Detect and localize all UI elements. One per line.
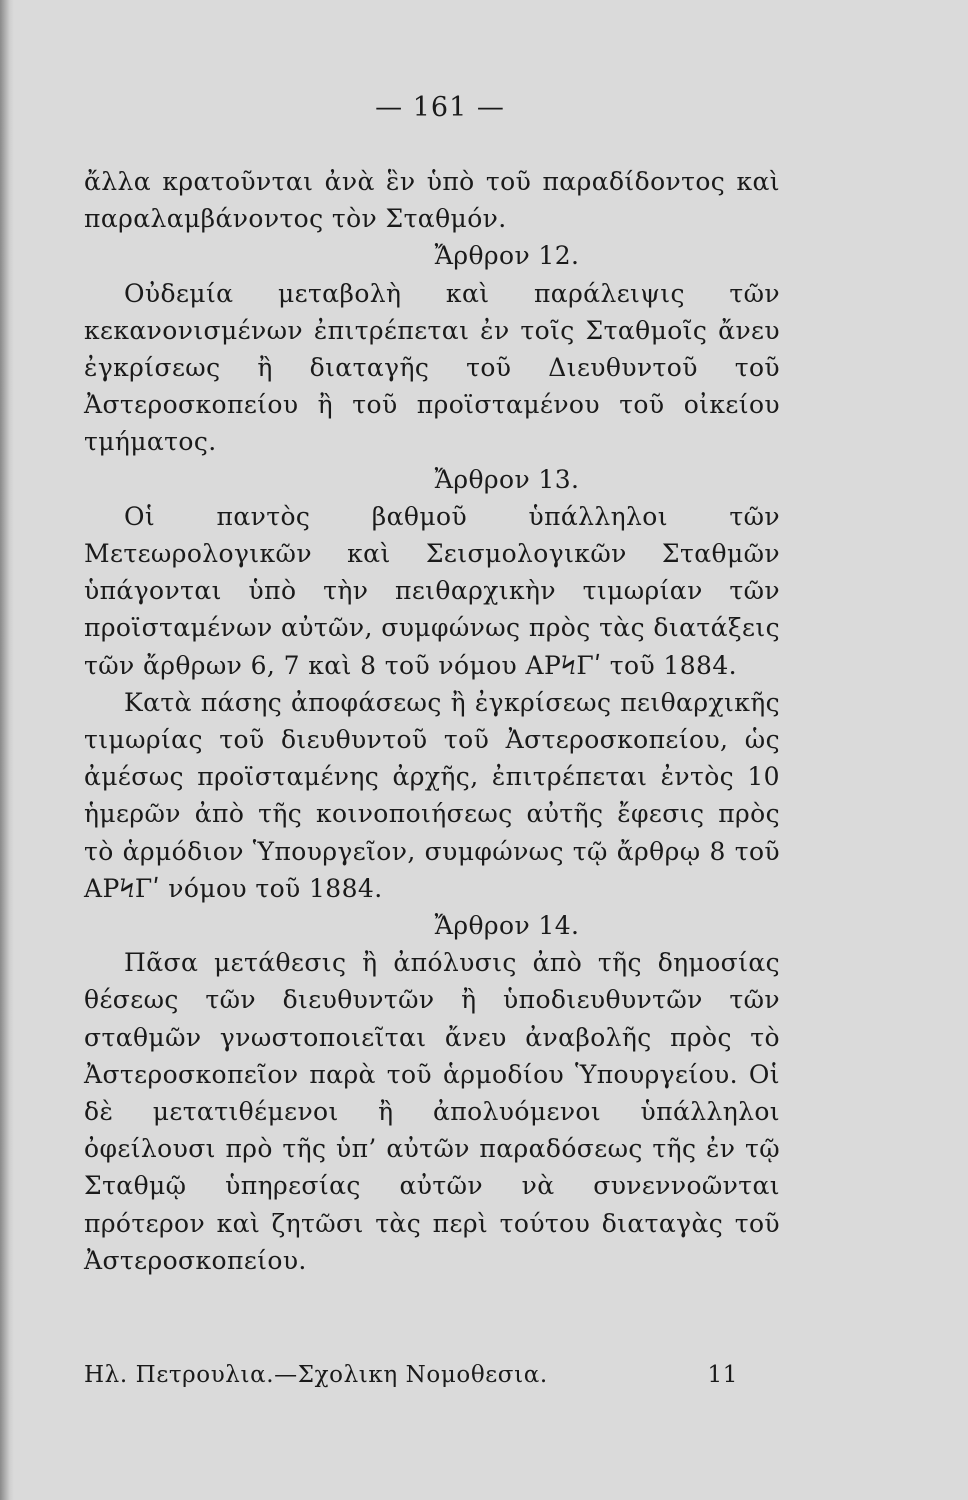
article-13-text-appeal: Κατὰ πάσης ἀποφάσεως ἢ ἐγκρίσεως πειθαρχικῆς τιμωρίας τοῦ διευθυντοῦ τοῦ Ἀστεροσκοπείου, ὡς ἀμέσως προϊσταμένης ἀρχῆς, ἐπιτρέπεται ἐντὸς 10 ἡμερῶν ἀπὸ τῆς κοινοποιήσεως αὐτῆς ἔφεσις πρὸς τὸ ἁρμόδιον Ὑπουργεῖον, συμφώνως τῷ ἄρθρῳ 8 τοῦ ΑΡϞΓʹ νόμου τοῦ 1884. [84,687,780,903]
paragraph-continuation: ἄλλα κρατοῦνται ἀνὰ ἓν ὑπὸ τοῦ παραδίδοντος καὶ παραλαμβάνοντος τὸν Σταθμόν. [84,167,780,234]
article-14-text: Πᾶσα μετάθεσις ἢ ἀπόλυσις ἀπὸ τῆς δημοσίας θέσεως τῶν διευθυντῶν ἢ ὑποδιευθυντῶν τῶν σταθμῶν γνωστοποιεῖται ἄνευ ἀναβολῆς πρὸς τὸ Ἀστεροσκοπεῖον παρὰ τοῦ ἁρμοδίου Ὑπουργείου. Οἱ δὲ μετατιθέμενοι ἢ ἀπολυόμενοι ὑπάλληλοι ὀφείλουσι πρὸ τῆς ὑπ’ αὐτῶν παραδόσεως τῆς ἐν τῷ Σταθμῷ ὑπηρεσίας αὐτῶν νὰ συνεννοῶνται πρότερον καὶ ζητῶσι τὰς περὶ τούτου διαταγὰς τοῦ Ἀστεροσκοπείου. [84,948,780,1275]
signature-mark: 11 [707,1362,738,1388]
article-12-text: Οὐδεμία μεταβολὴ καὶ παράλειψις τῶν κεκανονισμένων ἐπιτρέπεται ἐν τοῖς Σταθμοῖς ἄνευ ἐγκρίσεως ἢ διαταγῆς τοῦ Διευθυντοῦ τοῦ Ἀστεροσκοπείου ἢ τοῦ προϊσταμένου τοῦ οἰκείου τμήματος. [84,278,780,457]
article-14-heading: Ἄρθρον 14. [434,911,580,941]
running-title: Ηλ. Πετρουλια.—Σχολικη Νομοθεσια. [84,1362,548,1388]
page-edge-shadow [0,0,14,1500]
article-13-text: Οἱ παντὸς βαθμοῦ ὑπάλληλοι τῶν Μετεωρολογικῶν καὶ Σεισμολογικῶν Σταθμῶν ὑπάγονται ὑπὸ τὴν πειθαρχικὴν τιμωρίαν τῶν προϊσταμένων αὐτῶν, συμφώνως πρὸς τὰς διατάξεις τῶν ἄρθρων 6, 7 καὶ 8 τοῦ νόμου ΑΡϞΓʹ τοῦ 1884. [84,501,780,680]
page-body [84,163,780,1279]
page-footer [84,1362,744,1388]
article-13-heading: Ἄρθρον 13. [434,464,580,494]
article-12-heading: Ἄρθρον 12. [434,241,580,271]
page-number: — 161 — [375,92,505,123]
